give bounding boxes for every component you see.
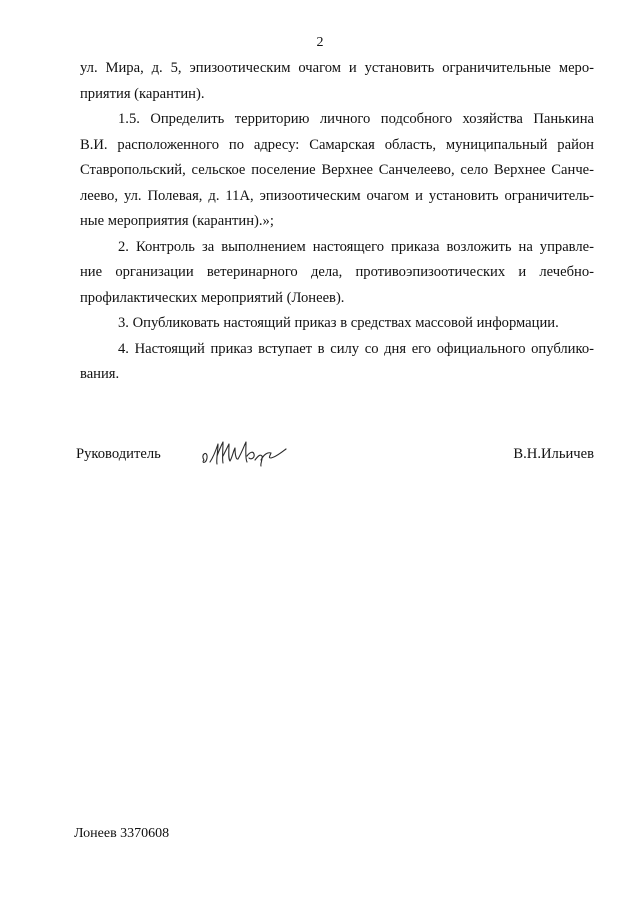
text-line: вания.: [80, 366, 120, 382]
text-line: 1.5. Определить территорию личного подсобного хозяйства Панькина: [118, 111, 594, 127]
signer-title: Руководитель: [76, 446, 161, 462]
text-line: 4. Настоящий приказ вступает в силу со дня его официального опублико-: [118, 340, 594, 357]
text-line: профилактических мероприятий (Лонеев).: [80, 289, 345, 306]
handwritten-signature-icon: [198, 436, 290, 476]
paragraph-3: [80, 311, 594, 337]
text-line: ные мероприятия (карантин).»;: [80, 213, 274, 229]
paragraph-2: [80, 235, 594, 312]
text-line: Ставропольский, сельское поселение Верхнее Санчелеево, село Верхнее Санче-: [80, 162, 594, 178]
paragraph-continuation: [80, 56, 594, 107]
executor-footer: Лонеев 3370608: [74, 826, 170, 841]
paragraph-1-5: [80, 107, 594, 235]
text-line: 2. Контроль за выполнением настоящего приказа возложить на управле-: [118, 238, 594, 255]
text-line: ул. Мира, д. 5, эпизоотическим очагом и установить ограничительные меро-: [80, 60, 594, 76]
text-line: ние организации ветеринарного дела, противоэпизоотических и лечебно-: [80, 264, 594, 280]
paragraph-4: [80, 337, 594, 388]
page-number: 2: [316, 35, 324, 50]
signer-name: В.Н.Ильичев: [513, 446, 594, 462]
text-line: 3. Опубликовать настоящий приказ в средствах массовой информации.: [118, 315, 559, 331]
text-line: приятия (карантин).: [80, 85, 205, 102]
body-text: [80, 56, 594, 388]
text-line: леево, ул. Полевая, д. 11А, эпизоотическим очагом и установить ограничитель-: [80, 187, 594, 204]
text-line: В.И. расположенного по адресу: Самарская область, муниципальный район: [80, 136, 594, 153]
